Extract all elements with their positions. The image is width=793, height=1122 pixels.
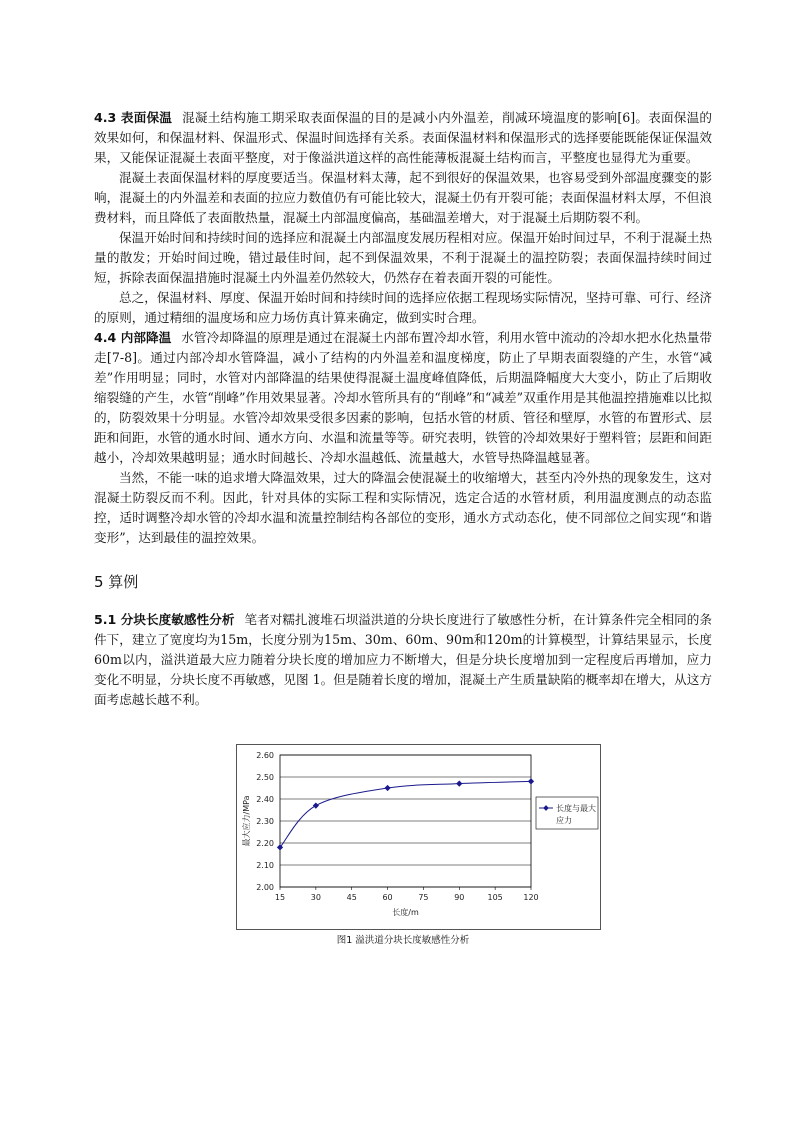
figure-caption: 图1 溢洪道分块长度敏感性分析: [336, 935, 470, 946]
y-tick-label: 2.00: [256, 883, 274, 892]
x-tick-label: 60: [382, 893, 393, 902]
section-4-4-heading: 4.4 内部降温: [94, 330, 172, 345]
y-axis-label: 最大应力/MPa: [242, 795, 251, 847]
x-tick-label: 30: [310, 893, 321, 902]
y-tick-label: 2.30: [256, 817, 274, 826]
chart-svg: [237, 745, 600, 929]
chart-figure-1: [236, 744, 601, 930]
section-5-heading: 5 算例: [94, 573, 139, 591]
y-tick-label: 2.10: [256, 861, 274, 870]
section-5-1-para-1: [94, 610, 712, 710]
section-4-3-para-3: 保温开始时间和持续时间的选择应和混凝土内部温度发展历程相对应。保温开始时间过早，不利于混凝土热量的散发；开始时间过晚，错过最佳时间，起不到保温效果，不利于混凝土的温控防裂；表面保温持续时间过短，拆除表面保温措施时混凝土内外温差仍然较大，仍然存在着表面开裂的可能性。: [94, 230, 712, 285]
x-tick-label: 120: [523, 893, 539, 902]
section-4-4-text-1: 水管冷却降温的原理是通过在混凝土内部布置冷却水管，利用水管中流动的冷却水把水化热量带走[7-8]。通过内部冷却水管降温，减小了结构的内外温差和温度梯度，防止了早期表面裂缝的产生，水管“减差”作用明显；同时，水管对内部降温的结果使得混凝土温度峰值降低，后期温降幅度大大变小，防止了后期收缩裂缝的产生，水管“削峰”作用效果显著。冷却水管所具有的“削峰”和“减差”双重作用是其他温控措施难以比拟的，防裂效果十分明显。水管冷却效果受很多因素的影响，包括水管的材质、管径和壁厚，水管的布置形式、层距和间距，水管的通水时间、通水方向、水温和流量等等。研究表明，铁管的冷却效果好于塑料管；层距和间距越小，冷却效果越明显；通水时间越长、冷却水温越低、流量越大，水管导热降温越显著。: [94, 330, 713, 465]
section-5-1-text-1: 笔者对糯扎渡堆石坝溢洪道的分块长度进行了敏感性分析，在计算条件完全相同的条件下，建立了宽度均为15m，长度分别为15m、30m、60m、90m和120m的计算模型，计算结果显示，长度60m以内，溢洪道最大应力随着分块长度的增加应力不断增大，但是分块长度增加到一定程度后再增加，应力变化不明显，分块长度不再敏感，见图 1。但是随着长度的增加，混凝土产生质量缺陷的概率却在增大，从这方面考虑越长越不利。: [94, 612, 713, 707]
data-point: [313, 802, 319, 808]
x-tick-label: 15: [274, 893, 286, 902]
y-tick-label: 2.40: [256, 795, 274, 804]
section-4-3-para-4: 总之，保温材料、厚度、保温开始时间和持续时间的选择应依据工程现场实际情况，坚持可靠、可行、经济的原则，通过精细的温度场和应力场仿真计算来确定，做到实时合理。: [94, 290, 712, 325]
section-4-4-para-1: [94, 328, 712, 468]
section-4-3-para-2: 混凝土表面保温材料的厚度要适当。保温材料太薄，起不到很好的保温效果，也容易受到外部温度骤变的影响，混凝土的内外温差和表面的拉应力数值仍有可能比较大，混凝土仍有开裂可能；表面保温材料太厚，不但浪费材料，而且降低了表面散热量，混凝土内部温度偏高，基础温差增大，对于混凝土后期防裂不利。: [94, 170, 712, 225]
data-point: [384, 785, 390, 791]
x-tick-label: 75: [418, 893, 429, 902]
x-tick-label: 45: [346, 893, 357, 902]
y-tick-label: 2.50: [256, 773, 274, 782]
data-point: [528, 778, 534, 784]
legend-label: 长度与最大: [556, 804, 596, 813]
x-tick-label: 105: [487, 893, 503, 902]
y-tick-label: 2.20: [256, 839, 274, 848]
section-4-3-text-1: 混凝土结构施工期采取表面保温的目的是减小内外温差，削减环境温度的影响[6]。表面保温的效果如何，和保温材料、保温形式、保温时间选择有关系。表面保温材料和保温形式的选择要能既能保证保温效果，又能保证混凝土表面平整度，对于像溢洪道这样的高性能薄板混凝土结构而言，平整度也显得尤为重要。: [94, 110, 712, 165]
y-tick-label: 2.60: [256, 751, 274, 760]
section-4-3-heading: 4.3 表面保温: [94, 110, 173, 125]
section-5-1-heading: 5.1 分块长度敏感性分析: [94, 612, 235, 627]
x-tick-label: 90: [454, 893, 465, 902]
x-axis-label: 长度/m: [392, 908, 419, 917]
legend-label-cont: 应力: [556, 816, 572, 825]
series-line: [280, 781, 531, 847]
section-4-3-para-1: [94, 108, 712, 168]
section-4-4-para-2: 当然，不能一味的追求增大降温效果，过大的降温会使混凝土的收缩增大，甚至内冷外热的现象发生，这对混凝土防裂反而不利。因此，针对具体的实际工程和实际情况，选定合适的水管材质，利用温度测点的动态监控，适时调整冷却水管的冷却水温和流量控制结构各部位的变形，通水方式动态化，使不同部位之间实现“和谐变形”，达到最佳的温控效果。: [94, 470, 712, 545]
page-content: [94, 108, 712, 710]
data-point: [456, 780, 462, 786]
